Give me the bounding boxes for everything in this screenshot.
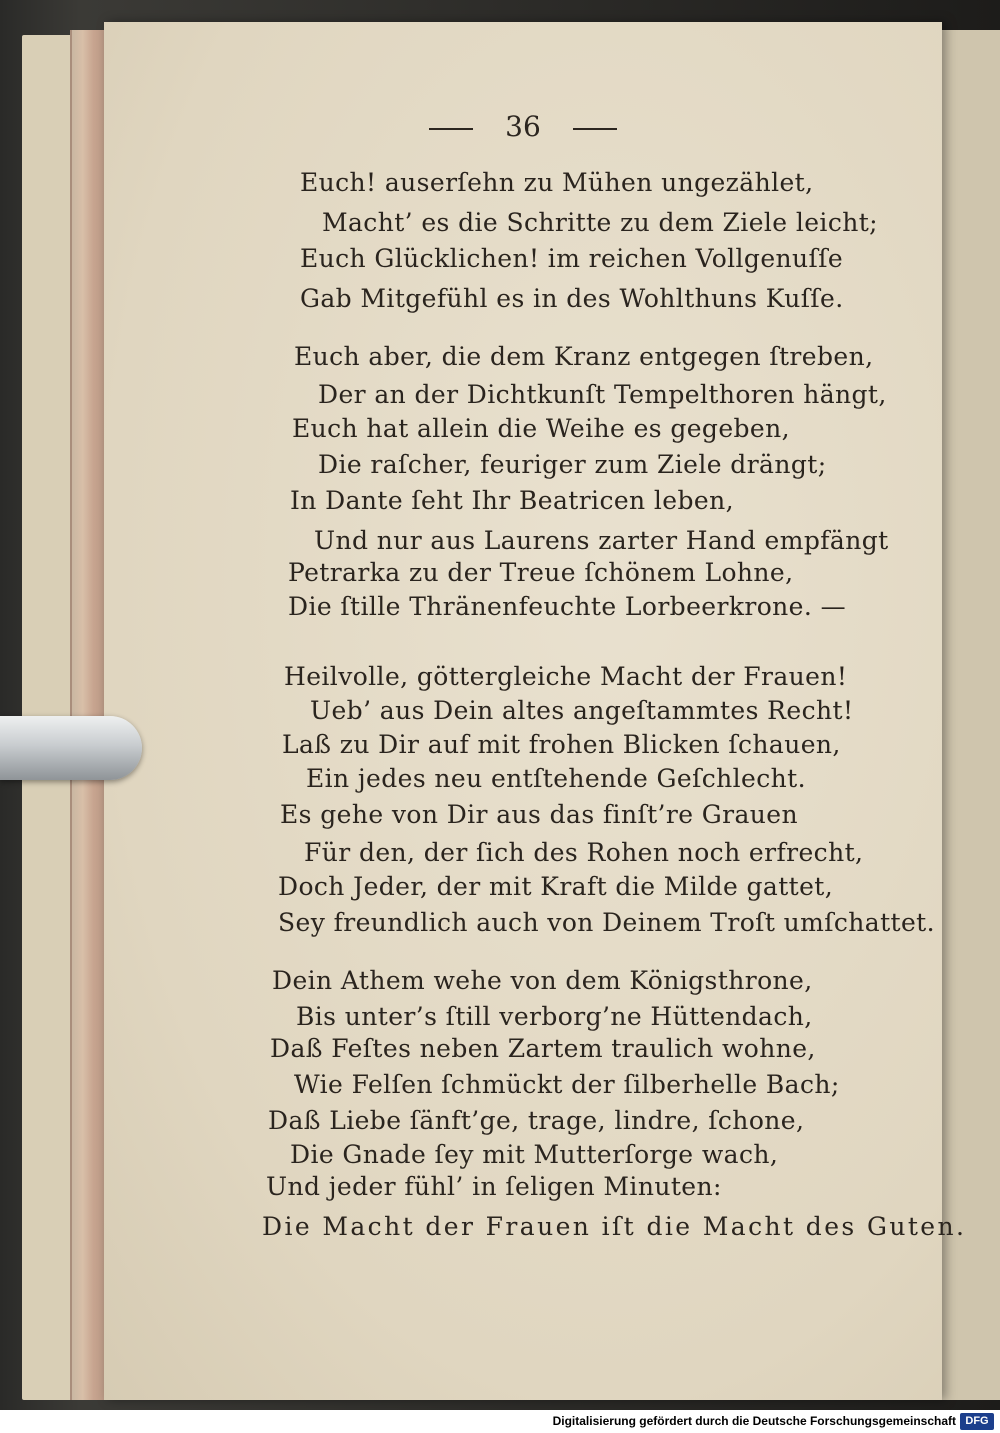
poem-line: Und jeder fühl’ in ſeligen Minuten: (266, 1172, 722, 1201)
poem-line: Die Gnade ſey mit Mutterſorge wach, (290, 1140, 779, 1169)
poem-line: Euch aber, die dem Kranz entgegen ſtreben, (294, 342, 874, 371)
digitization-footer (0, 1410, 1000, 1433)
poem-line: Für den, der ſich des Rohen noch erfrecht, (304, 838, 864, 867)
page-stack-edge (70, 30, 108, 1400)
poem-line: Es gehe von Dir aus das finſt’re Grauen (280, 800, 799, 829)
poem-line: Gab Mitgefühl es in des Wohlthuns Kuſſe. (300, 284, 844, 313)
poem-line: Die ſtille Thränenfeuchte Lorbeerkrone. — (288, 592, 846, 621)
poem-line: Ein jedes neu entſtehende Geſchlecht. (306, 764, 806, 793)
poem-line: In Dante ſeht Ihr Beatricen leben, (290, 486, 734, 515)
poem-line: Macht’ es die Schritte zu dem Ziele leicht; (322, 208, 878, 237)
book-page (104, 22, 967, 1400)
adjacent-page-edge (936, 30, 1000, 1400)
poem-line: Wie Felſen ſchmückt der ſilberhelle Bach; (294, 1070, 840, 1099)
poem-line: Die raſcher, feuriger zum Ziele drängt; (318, 450, 827, 479)
page-clip (0, 716, 142, 780)
poem-line: Heilvolle, göttergleiche Macht der Frauen! (284, 662, 848, 691)
poem-line: Bis unter’s ſtill verborg’ne Hüttendach, (296, 1002, 813, 1031)
poem-line: Doch Jeder, der mit Kraft die Milde gattet, (278, 872, 834, 901)
poem-text (104, 22, 967, 1400)
poem-line: Die Macht der Frauen iſt die Macht des Guten. (262, 1212, 967, 1241)
poem-line: Laß zu Dir auf mit frohen Blicken ſchauen, (282, 730, 841, 759)
poem-line: Und nur aus Laurens zarter Hand empfängt (314, 526, 889, 555)
poem-line: Ueb’ aus Dein altes angeſtammtes Recht! (310, 696, 854, 725)
poem-line: Euch Glücklichen! im reichen Vollgenuſſe (300, 244, 844, 273)
page-number: 36 (505, 110, 541, 143)
footer-credit: Digitalisierung gefördert durch die Deutsche Forschungsgemeinschaft (552, 1414, 956, 1428)
poem-line: Daß Feſtes neben Zartem traulich wohne, (270, 1034, 816, 1063)
poem-line: Euch hat allein die Weihe es gegeben, (292, 414, 790, 443)
poem-line: Daß Liebe ſänft’ge, trage, lindre, ſchone, (268, 1106, 805, 1135)
poem-line: Sey freundlich auch von Deinem Troſt umſchattet. (278, 908, 935, 937)
poem-line: Dein Athem wehe von dem Königsthrone, (272, 966, 813, 995)
dfg-logo: DFG (960, 1413, 994, 1430)
poem-line: Euch! auserſehn zu Mühen ungezählet, (300, 168, 814, 197)
poem-line: Der an der Dichtkunſt Tempelthoren hängt, (318, 380, 887, 409)
poem-line: Petrarka zu der Treue ſchönem Lohne, (288, 558, 794, 587)
